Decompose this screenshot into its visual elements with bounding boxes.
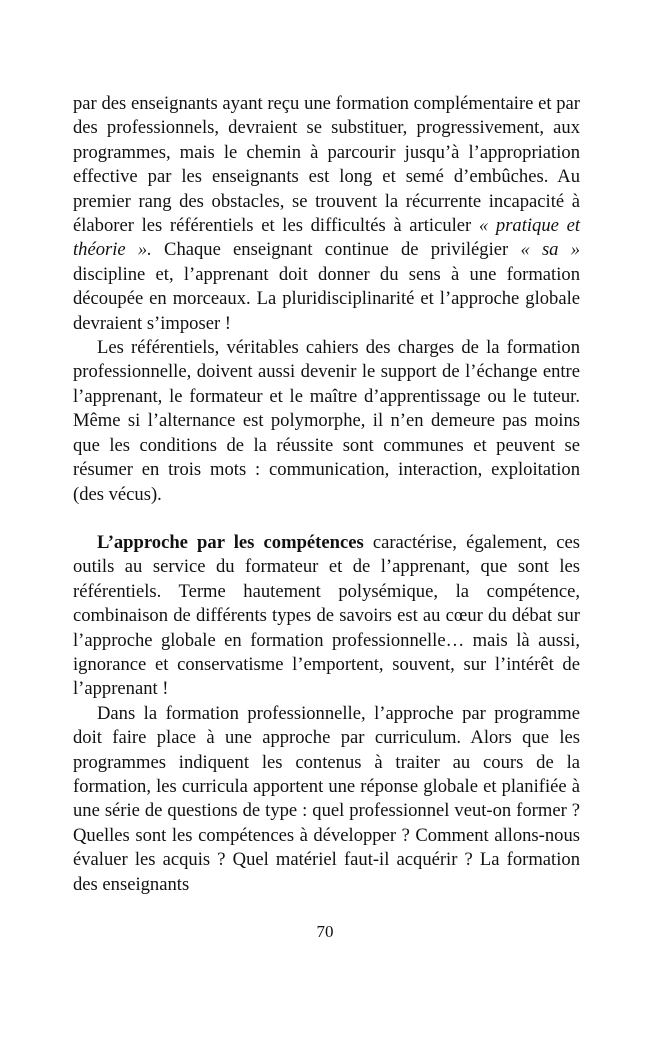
page-body bbox=[73, 92, 580, 897]
paragraph-2-text: Les référentiels, véritables cahiers des charges de la formation professionnelle, doivent aussi devenir le support de l’échange entre l’apprenant, le formateur et le maître d’apprentissage ou le tuteur. Même si l’alternance est polymorphe, il n’en demeure pas moins que les conditions de la réussite sont communes et peuvent se résumer en trois mots : communication, interaction, exploitation (des vécus). bbox=[73, 337, 580, 505]
quote-sa: « sa » bbox=[520, 239, 580, 261]
paragraph-referentiels bbox=[73, 336, 580, 507]
bold-term-approche-competences: L’approche par les compétences bbox=[97, 531, 364, 553]
paragraph-1-text-3: discipline et, l’apprenant doit donner du sens à une formation découpée en morceaux. La pluridisciplinarité et l’approche globale devraient s’imposer ! bbox=[73, 263, 580, 334]
paragraph-3-text: caractérise, également, ces outils au service du formateur et de l’apprenant, que sont les référentiels. Terme hautement polysémique, la compétence, combinaison de différents types de savoirs est au cœur du débat sur l’approche globale en formation professionnelle… mais là aussi, ignorance et conservatisme l’emportent, souvent, sur l’intérêt de l’apprenant ! bbox=[73, 531, 580, 700]
paragraph-curriculum bbox=[73, 702, 580, 897]
paragraph-continuation bbox=[73, 92, 580, 336]
paragraph-1-text-2: Chaque enseignant continue de privilégier bbox=[151, 239, 521, 261]
paragraph-gap bbox=[73, 507, 580, 531]
quote-pratique-et-theorie: « pratique et théorie ». bbox=[73, 215, 581, 261]
paragraph-approche-competences bbox=[73, 531, 580, 702]
paragraph-1-text-1: par des enseignants ayant reçu une formation complémentaire et par des professionnels, devraient se substituer, progressivement, aux programmes, mais le chemin à parcourir jusqu’à l’appropriation effective par les enseignants est long et semé d’embûches. Au premier rang des obstacles, se trouvent la récurrente incapacité à élaborer les référentiels et les difficultés à articuler bbox=[73, 93, 580, 237]
page-number: 70 bbox=[316, 922, 334, 941]
paragraph-4-text: Dans la formation professionnelle, l’approche par programme doit faire place à une approche par curriculum. Alors que les programmes indiquent les contenus à traiter au cours de la formation, les curricula apportent une réponse globale et planifiée à une série de questions de type : quel professionnel veut-on former ? Quelles sont les compétences à développer ? Comment allons-nous évaluer les acquis ? Quel matériel faut-il acquérir ? La formation des enseignants bbox=[73, 702, 580, 895]
